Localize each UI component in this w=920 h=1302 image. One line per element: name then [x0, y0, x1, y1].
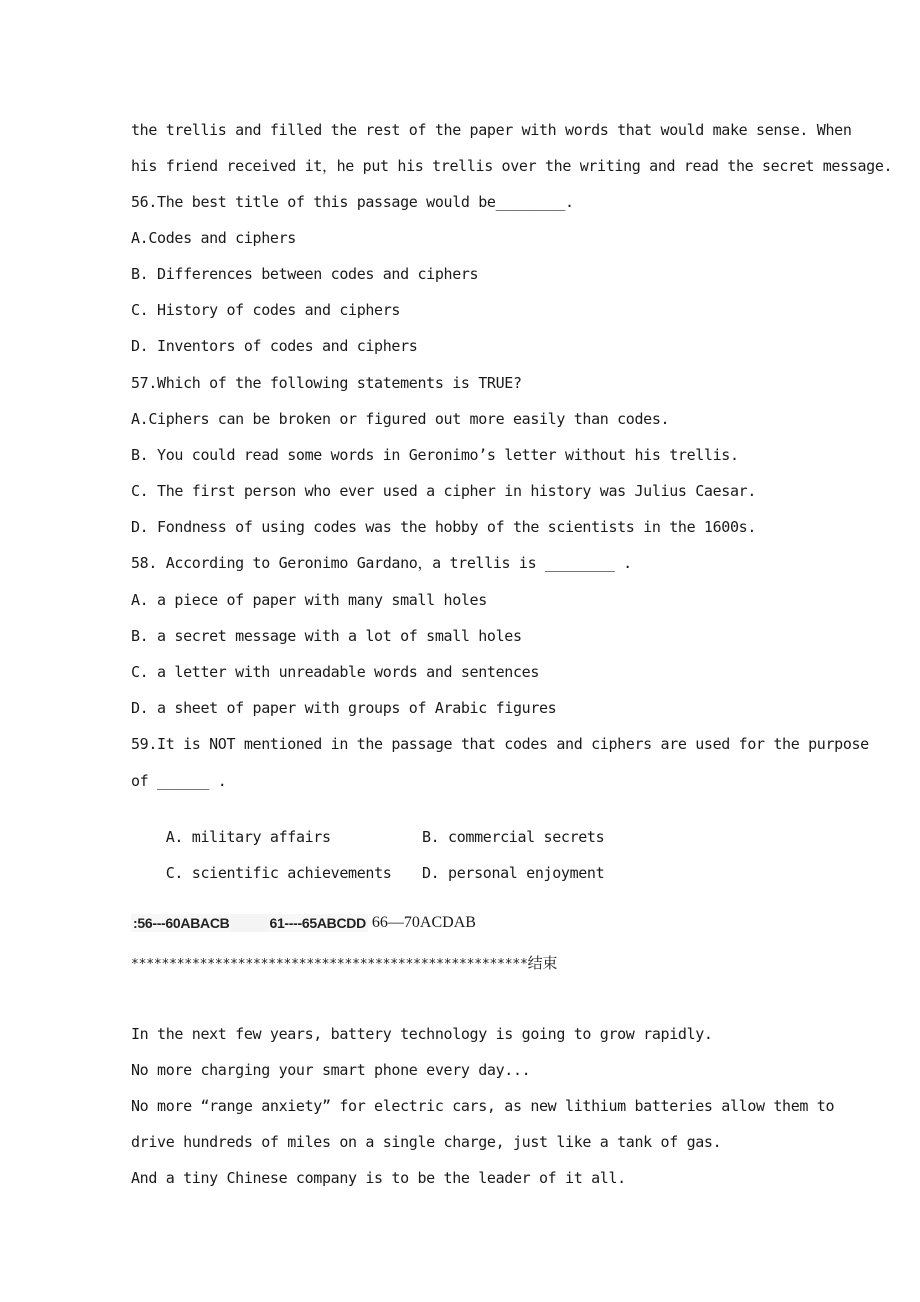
- next-passage-line: No more charging your smart phone every day...: [131, 1061, 531, 1079]
- passage-line: the trellis and filled the rest of the paper with words that would make sense. When: [131, 121, 852, 139]
- question-57-option-d: D. Fondness of using codes was the hobby of the scientists in the 1600s.: [131, 518, 757, 536]
- question-56-stem: 56.The best title of this passage would be________.: [131, 193, 574, 211]
- question-57-option-c: C. The first person who ever used a cipher in history was Julius Caesar.: [131, 482, 757, 500]
- question-58-option-c: C. a letter with unreadable words and sentences: [131, 663, 539, 681]
- next-passage-line: And a tiny Chinese company is to be the leader of it all.: [131, 1169, 626, 1187]
- passage-line: his friend received it，he put his trellis over the writing and read the secret message.: [131, 157, 893, 175]
- answer-key: [131, 914, 476, 936]
- question-56-option-b: B. Differences between codes and ciphers: [131, 265, 479, 283]
- question-57-stem: 57.Which of the following statements is TRUE?: [131, 374, 522, 392]
- question-56-option-c: C. History of codes and ciphers: [131, 301, 401, 319]
- question-58-option-a: A. a piece of paper with many small holes: [131, 591, 487, 609]
- question-56-option-d: D. Inventors of codes and ciphers: [131, 337, 418, 355]
- question-57-option-b: B. You could read some words in Geronimo’s letter without his trellis.: [131, 446, 739, 464]
- question-59-option-c: C. scientific achievements: [165, 864, 392, 882]
- question-59-options-row-2: [131, 843, 605, 903]
- answer-key-part-2: 61----65ABCDD: [269, 915, 366, 932]
- question-58-stem: 58. According to Geronimo Gardano，a trellis is ________ .: [131, 554, 632, 572]
- next-passage-line: In the next few years, battery technology is going to grow rapidly.: [131, 1025, 713, 1043]
- answer-key-part-3: 66—70ACDAB: [371, 914, 476, 932]
- next-passage-line: drive hundreds of miles on a single charge, just like a tank of gas.: [131, 1133, 722, 1151]
- question-59-option-d: D. personal enjoyment: [422, 864, 605, 882]
- answer-key-part-1: :56---60ABACB: [133, 915, 230, 932]
- next-passage-line: No more “range anxiety” for electric cars, as new lithium batteries allow them to: [131, 1097, 835, 1115]
- end-divider: [131, 952, 557, 973]
- answer-key-gap: [231, 914, 267, 932]
- question-59-stem: 59.It is NOT mentioned in the passage that codes and ciphers are used for the purpose: [131, 735, 869, 753]
- question-58-option-d: D. a sheet of paper with groups of Arabic figures: [131, 699, 557, 717]
- divider-end-word: 结束: [527, 954, 558, 972]
- question-58-option-b: B. a secret message with a lot of small holes: [131, 627, 522, 645]
- divider-stars: ****************************************************: [131, 957, 528, 972]
- question-59-option-b: B. commercial secrets: [422, 828, 605, 846]
- question-59-option-a: A. military affairs: [165, 828, 331, 846]
- question-57-option-a: A.Ciphers can be broken or figured out more easily than codes.: [131, 410, 670, 428]
- question-56-option-a: A.Codes and ciphers: [131, 229, 296, 247]
- question-59-stem-cont: of ______ .: [131, 772, 227, 790]
